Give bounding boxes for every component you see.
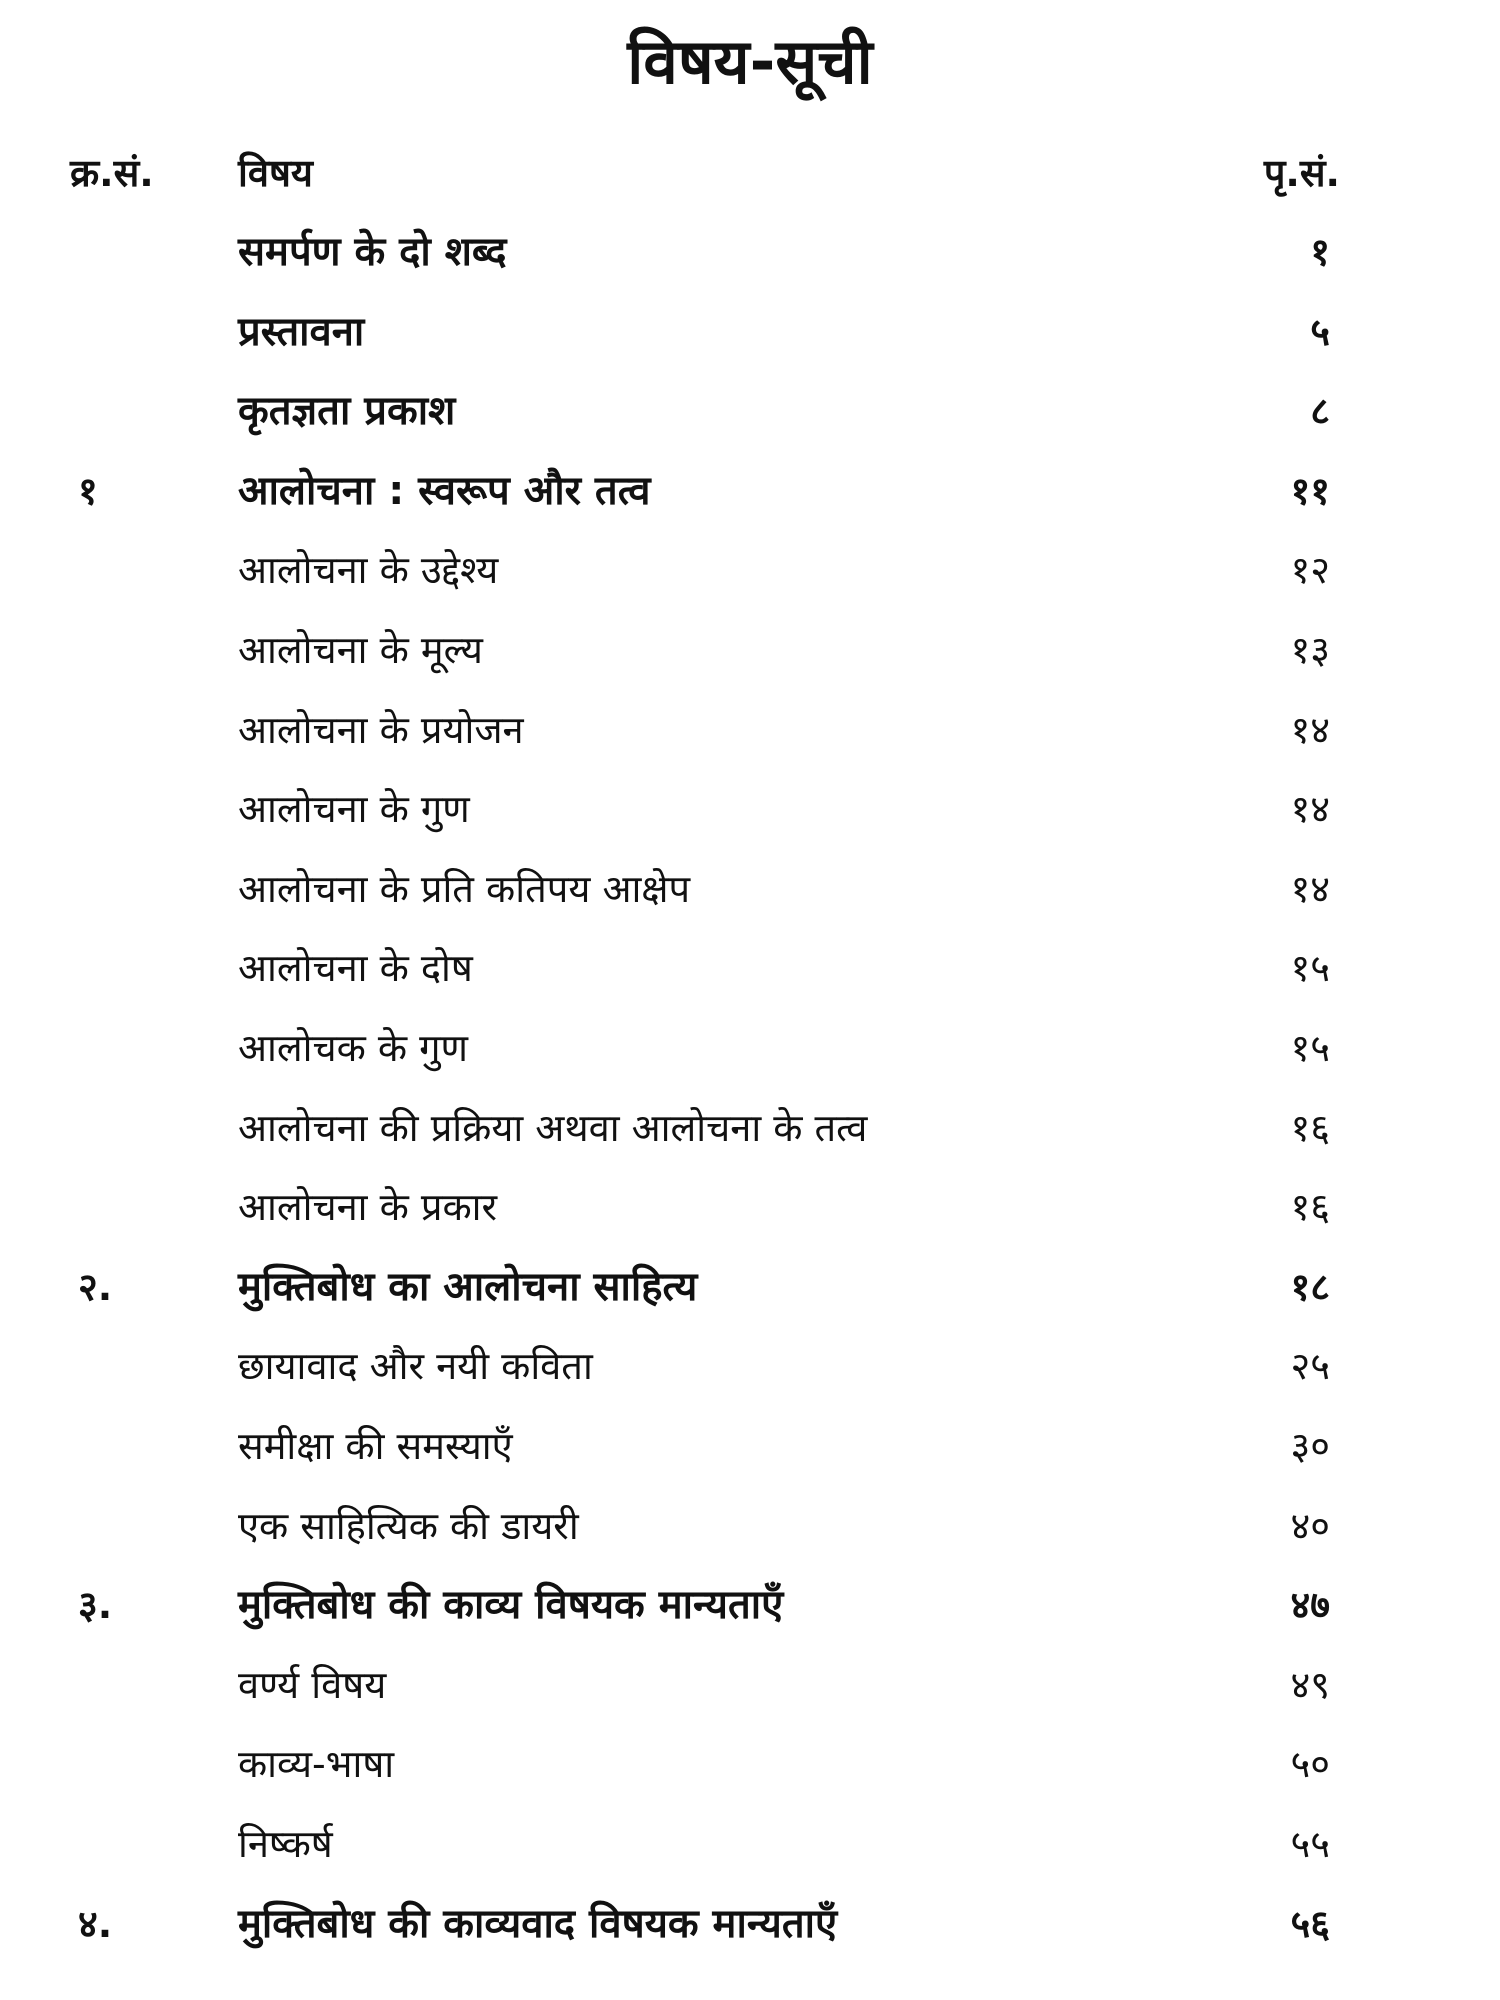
toc-entry-number: ३. (78, 1583, 113, 1628)
toc-entry-title: आलोचना : स्वरूप और तत्व (238, 467, 651, 514)
toc-entry-title: आलोचक के गुण (238, 1026, 468, 1070)
toc-entry-title: आलोचना के मूल्य (238, 628, 483, 672)
column-header-serial: क्र.सं. (70, 151, 154, 195)
toc-entry (0, 1013, 1500, 1083)
toc-entry (0, 933, 1500, 1003)
toc-entry (0, 1331, 1500, 1401)
toc-entry-title: वर्ण्य विषय (238, 1662, 387, 1707)
toc-entry-page: ११ (1290, 468, 1330, 513)
toc-entry-title: समर्पण के दो शब्द (238, 229, 507, 275)
toc-entry-page: ८ (1310, 389, 1330, 434)
toc-entry (0, 1411, 1500, 1481)
toc-entry (0, 1252, 1500, 1322)
toc-entry (0, 1093, 1500, 1163)
toc-entry (0, 297, 1500, 367)
toc-entry-page: ५ (1310, 309, 1330, 354)
toc-entry-page: १४ (1290, 707, 1330, 752)
toc-entry (0, 1491, 1500, 1561)
toc-entry-title: आलोचना की प्रक्रिया अथवा आलोचना के तत्व (238, 1105, 868, 1150)
toc-entry-title: कृतज्ञता प्रकाश (238, 388, 456, 435)
toc-entry-title: मुक्तिबोध की काव्यवाद विषयक मान्यताएँ (238, 1900, 838, 1947)
column-header-page: पृ.सं. (1263, 151, 1340, 195)
toc-entry-title: प्रस्तावना (238, 308, 365, 355)
toc-entry (0, 1172, 1500, 1242)
toc-entry (0, 1729, 1500, 1799)
toc-entry-title: एक साहित्यिक की डायरी (238, 1503, 579, 1548)
toc-entry-page: २५ (1290, 1344, 1330, 1389)
toc-entry (0, 854, 1500, 924)
toc-entry-title: मुक्तिबोध का आलोचना साहित्य (238, 1263, 698, 1310)
toc-entry-page: ५० (1290, 1742, 1330, 1787)
toc-entry-page: ४० (1290, 1503, 1330, 1548)
toc-entry-title: आलोचना के प्रति कतिपय आक्षेप (238, 866, 691, 911)
toc-entry (0, 1570, 1500, 1640)
toc-entry-number: ४. (78, 1901, 113, 1946)
page-title: विषय-सूची (627, 25, 873, 98)
toc-entry (0, 1889, 1500, 1959)
toc-entry-title: समीक्षा की समस्याएँ (238, 1424, 513, 1468)
toc-entry-title: काव्य-भाषा (238, 1742, 395, 1787)
toc-entry-page: १५ (1290, 946, 1330, 991)
toc-entry (0, 456, 1500, 526)
toc-entry-title: आलोचना के प्रकार (238, 1185, 498, 1230)
toc-entry-page: ४९ (1290, 1662, 1330, 1707)
toc-entry-page: १२ (1290, 548, 1330, 593)
toc-entry-page: १६ (1290, 1185, 1330, 1230)
toc-entry-title: आलोचना के उद्देश्य (238, 548, 499, 593)
toc-entry (0, 1650, 1500, 1720)
toc-entry-page: ५५ (1290, 1822, 1330, 1866)
toc-entry-page: ५६ (1290, 1901, 1330, 1946)
toc-entry-title: आलोचना के प्रयोजन (238, 707, 524, 752)
toc-entry-title: आलोचना के गुण (238, 787, 470, 832)
toc-entry-title: छायावाद और नयी कविता (238, 1344, 593, 1389)
toc-entry-page: ४७ (1290, 1583, 1330, 1628)
toc-entry-page: १५ (1290, 1026, 1330, 1070)
toc-entry-title: मुक्तिबोध की काव्य विषयक मान्यताएँ (238, 1582, 784, 1629)
toc-entry-page: १६ (1290, 1105, 1330, 1150)
toc-entry (0, 535, 1500, 605)
toc-entry (0, 615, 1500, 685)
toc-entry-page: १४ (1290, 866, 1330, 911)
toc-entry-page: १३ (1290, 628, 1330, 672)
toc-entry-number: १ (78, 468, 98, 513)
toc-entry (0, 695, 1500, 765)
toc-entry (0, 217, 1500, 287)
toc-entry-page: ३० (1290, 1424, 1330, 1468)
toc-entry-number: २. (78, 1264, 113, 1309)
toc-entry-title: निष्कर्ष (238, 1822, 333, 1866)
toc-entry-page: १४ (1290, 787, 1330, 832)
toc-entry (0, 376, 1500, 446)
column-header-subject: विषय (238, 151, 313, 195)
toc-entry (0, 774, 1500, 844)
toc-entry (0, 1809, 1500, 1879)
toc-entry-page: १८ (1290, 1264, 1330, 1309)
toc-entry-page: १ (1310, 230, 1330, 274)
toc-entry-title: आलोचना के दोष (238, 946, 473, 991)
